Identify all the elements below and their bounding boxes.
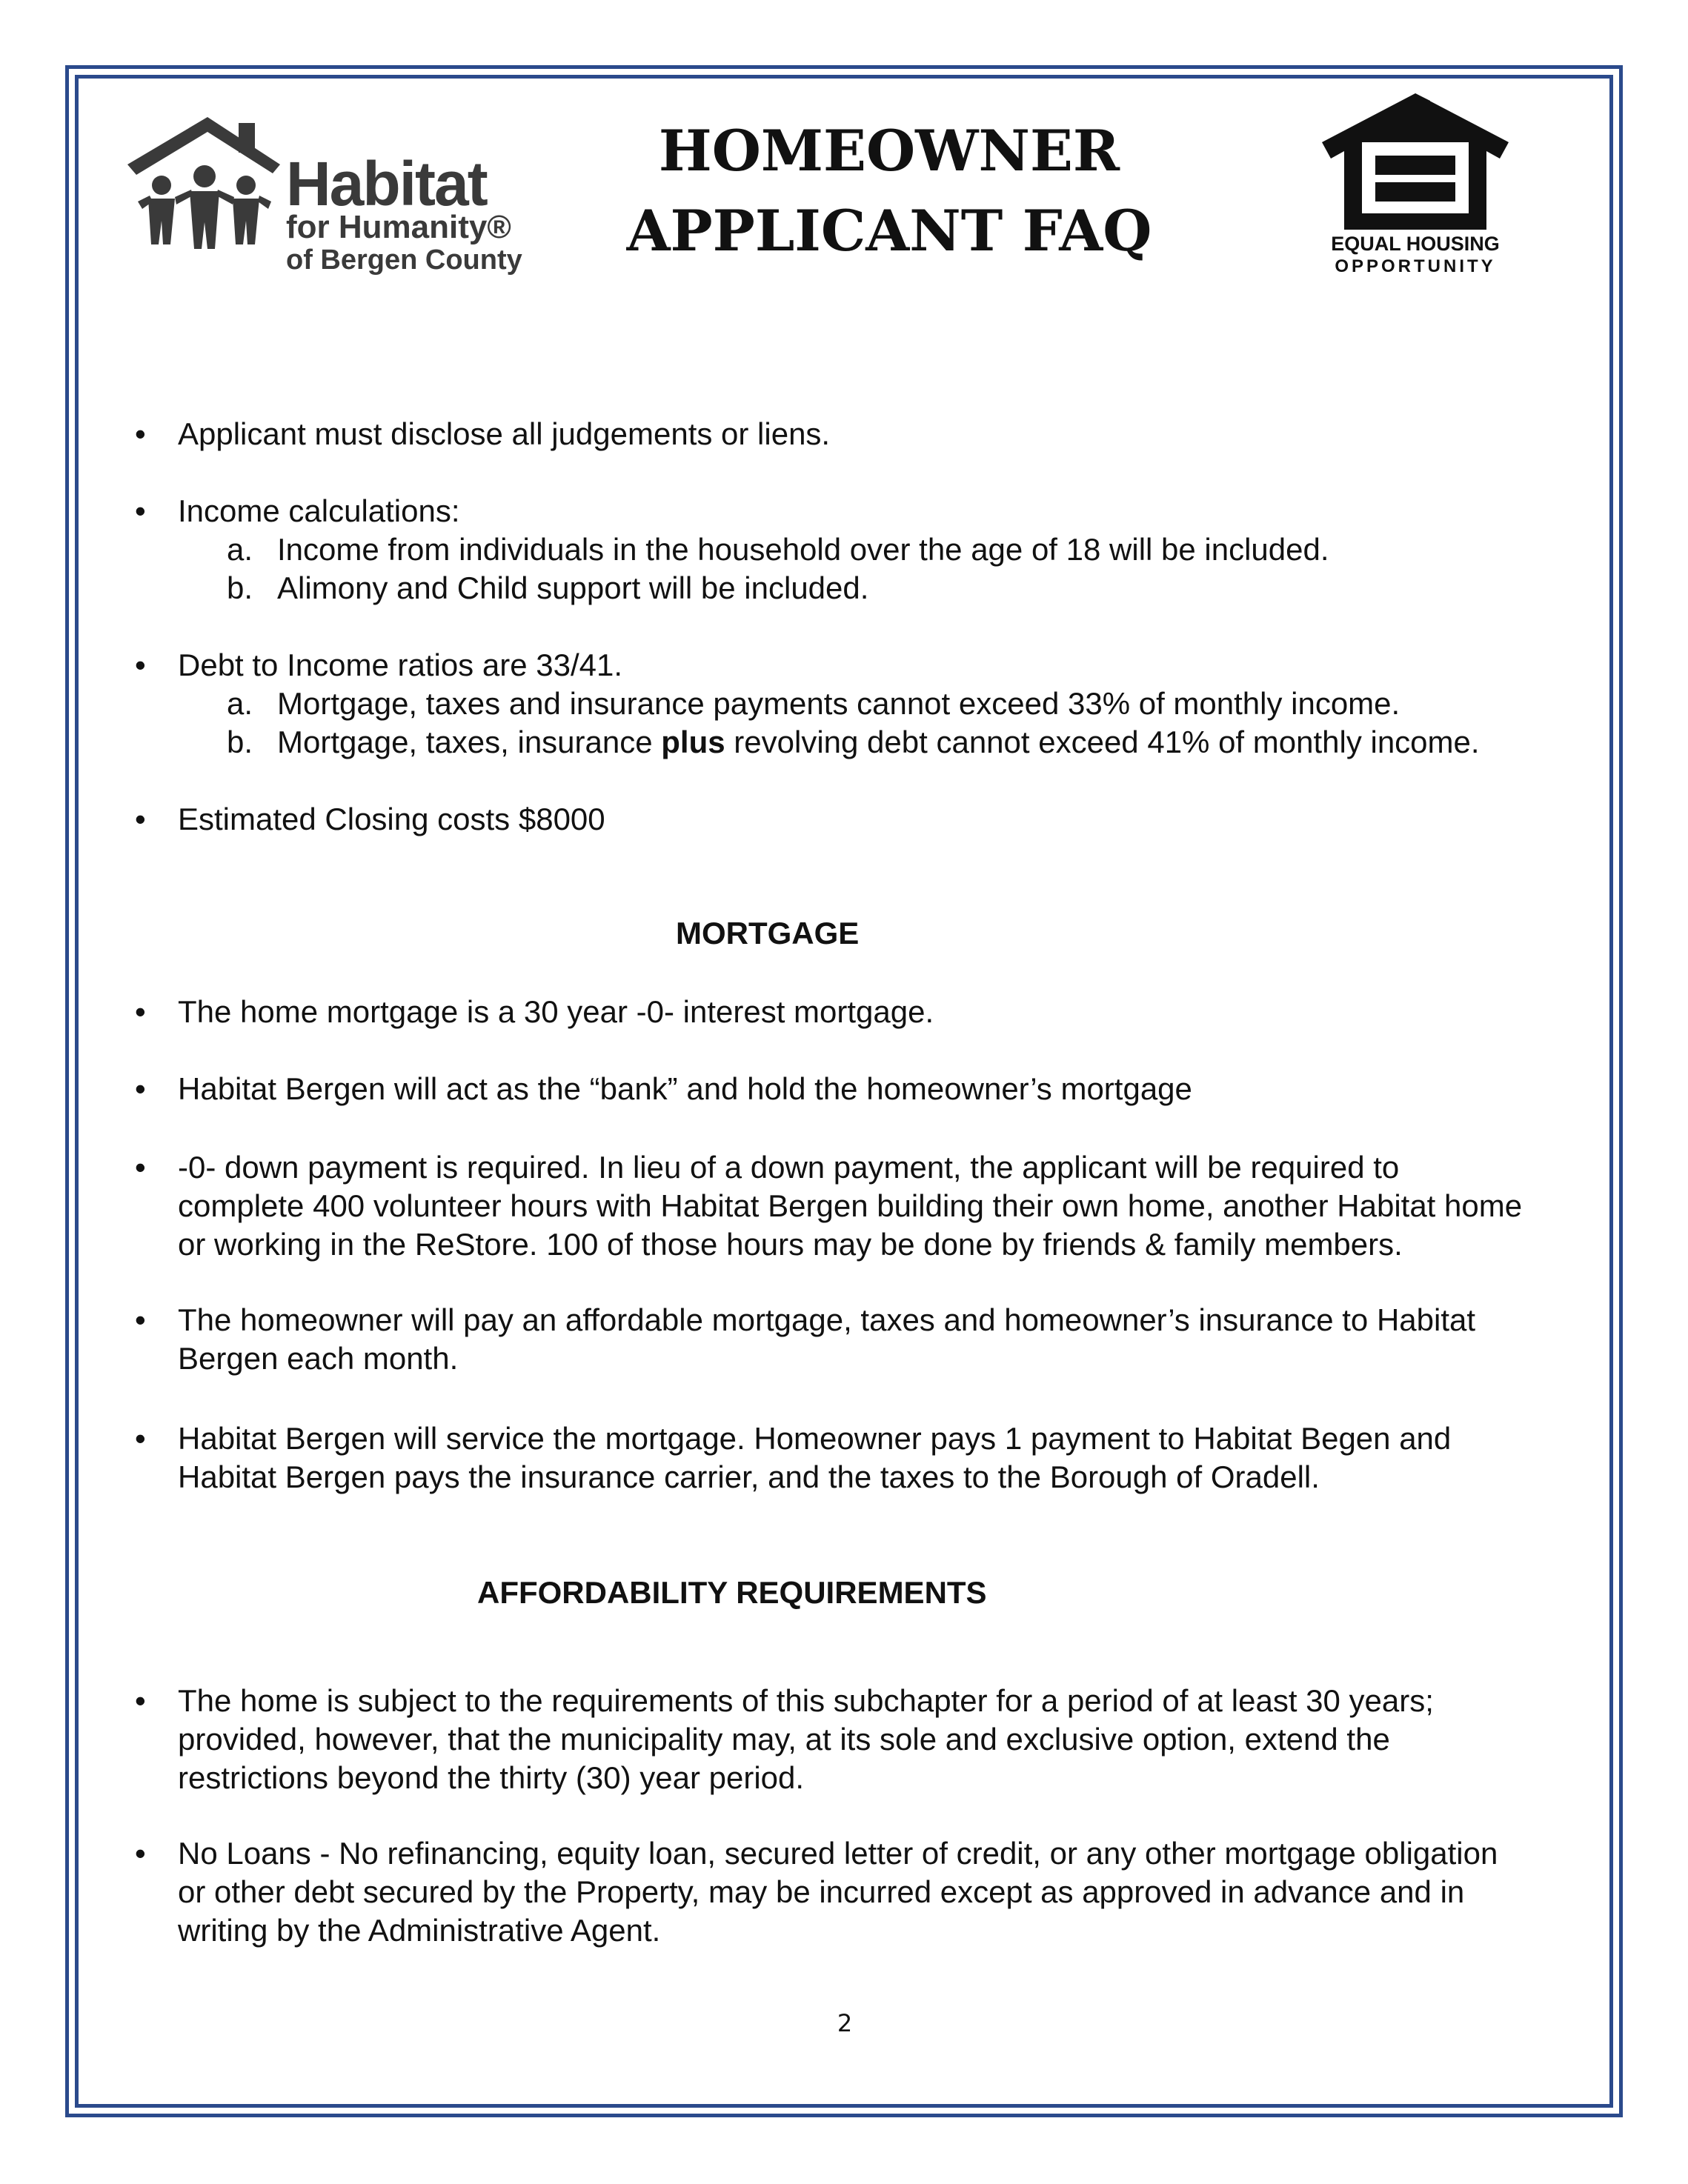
- list-item: [178, 1148, 1608, 1264]
- bullet-icon: •: [135, 1150, 146, 1185]
- list-item-line: or other debt secured by the Property, may be incurred except as approved in advance and in: [178, 1874, 1465, 1909]
- equal-housing-caption-line1: EQUAL HOUSING: [1331, 233, 1500, 255]
- bullet-icon: •: [135, 1071, 146, 1106]
- habitat-logo: [127, 113, 522, 276]
- sub-item-marker: a.: [227, 686, 253, 721]
- list-item: [178, 1419, 1608, 1496]
- list-item: Debt to Income ratios are 33/41.: [178, 647, 622, 682]
- equal-housing-house-icon: [1312, 90, 1519, 231]
- bullet-icon: •: [135, 802, 146, 836]
- list-item-line: or working in the ReStore. 100 of those hours may be done by friends & family members.: [178, 1227, 1403, 1262]
- sub-item-marker: b.: [227, 725, 253, 759]
- habitat-logo-subtitle: for Humanity®: [286, 209, 511, 245]
- list-item: The home mortgage is a 30 year -0- interest mortgage.: [178, 994, 934, 1029]
- page-title: [578, 111, 1200, 271]
- bullet-icon: •: [135, 647, 146, 682]
- list-item-line: Habitat Bergen pays the insurance carrier, and the taxes to the Borough of Oradell.: [178, 1459, 1320, 1494]
- sub-item-marker: b.: [227, 570, 253, 605]
- bullet-icon: •: [135, 493, 146, 528]
- bullet-icon: •: [135, 1421, 146, 1456]
- list-item: Habitat Bergen will act as the “bank” and hold the homeowner’s mortgage: [178, 1071, 1192, 1106]
- list-item-line: restrictions beyond the thirty (30) year period.: [178, 1760, 805, 1795]
- list-item-line: No Loans - No refinancing, equity loan, secured letter of credit, or any other mortgage obligation: [178, 1836, 1498, 1871]
- sub-item-marker: a.: [227, 532, 253, 567]
- sub-item: Income from individuals in the household over the age of 18 will be included.: [277, 532, 1329, 567]
- habitat-logo-word: Habitat: [286, 149, 487, 219]
- list-item-line: The homeowner will pay an affordable mortgage, taxes and homeowner’s insurance to Habitat: [178, 1302, 1476, 1337]
- list-item-line: writing by the Administrative Agent.: [178, 1913, 661, 1948]
- list-item: [178, 1834, 1608, 1950]
- section-heading-mortgage: MORTGAGE: [676, 916, 860, 950]
- habitat-logo-county: of Bergen County: [286, 244, 522, 276]
- list-item-line: Bergen each month.: [178, 1341, 459, 1376]
- emphasis-plus: plus: [661, 725, 725, 759]
- bullet-icon: •: [135, 1836, 146, 1871]
- page-title-line1: HOMEOWNER: [658, 118, 1120, 184]
- section-heading-affordability: AFFORDABILITY REQUIREMENTS: [477, 1575, 987, 1610]
- list-item-line: Habitat Bergen will service the mortgage. Homeowner pays 1 payment to Habitat Begen and: [178, 1421, 1452, 1456]
- sub-item: Mortgage, taxes and insurance payments cannot exceed 33% of monthly income.: [277, 686, 1400, 721]
- list-item-line: complete 400 volunteer hours with Habitat Bergen building their own home, another Habitat home: [178, 1188, 1523, 1223]
- equal-housing-logo: [1312, 90, 1519, 283]
- bullet-icon: •: [135, 416, 146, 451]
- list-item: Income calculations:: [178, 493, 460, 528]
- list-item: [178, 1682, 1608, 1797]
- bullet-icon: •: [135, 1302, 146, 1337]
- list-item: Applicant must disclose all judgements or liens.: [178, 416, 831, 451]
- list-item-line: -0- down payment is required. In lieu of a down payment, the applicant will be required to: [178, 1150, 1400, 1185]
- sub-item: Alimony and Child support will be included.: [277, 570, 869, 605]
- bullet-icon: •: [135, 1683, 146, 1718]
- bullet-icon: •: [135, 994, 146, 1029]
- list-item-line: The home is subject to the requirements of this subchapter for a period of at least 30 years;: [178, 1683, 1434, 1718]
- list-item: [178, 1301, 1608, 1378]
- list-item-line: provided, however, that the municipality may, at its sole and exclusive option, extend the: [178, 1722, 1390, 1757]
- page-title-line2: APPLICANT FAQ: [626, 198, 1152, 264]
- equal-housing-caption-line2: OPPORTUNITY: [1335, 256, 1496, 276]
- list-item: Estimated Closing costs $8000: [178, 802, 605, 836]
- habitat-people-roof-icon: [127, 113, 283, 276]
- sub-item: [277, 723, 1480, 762]
- page-number: 2: [837, 2009, 853, 2037]
- sub-item-text: revolving debt cannot exceed 41% of monthly income.: [725, 725, 1480, 759]
- sub-item-text: Mortgage, taxes, insurance: [277, 725, 662, 759]
